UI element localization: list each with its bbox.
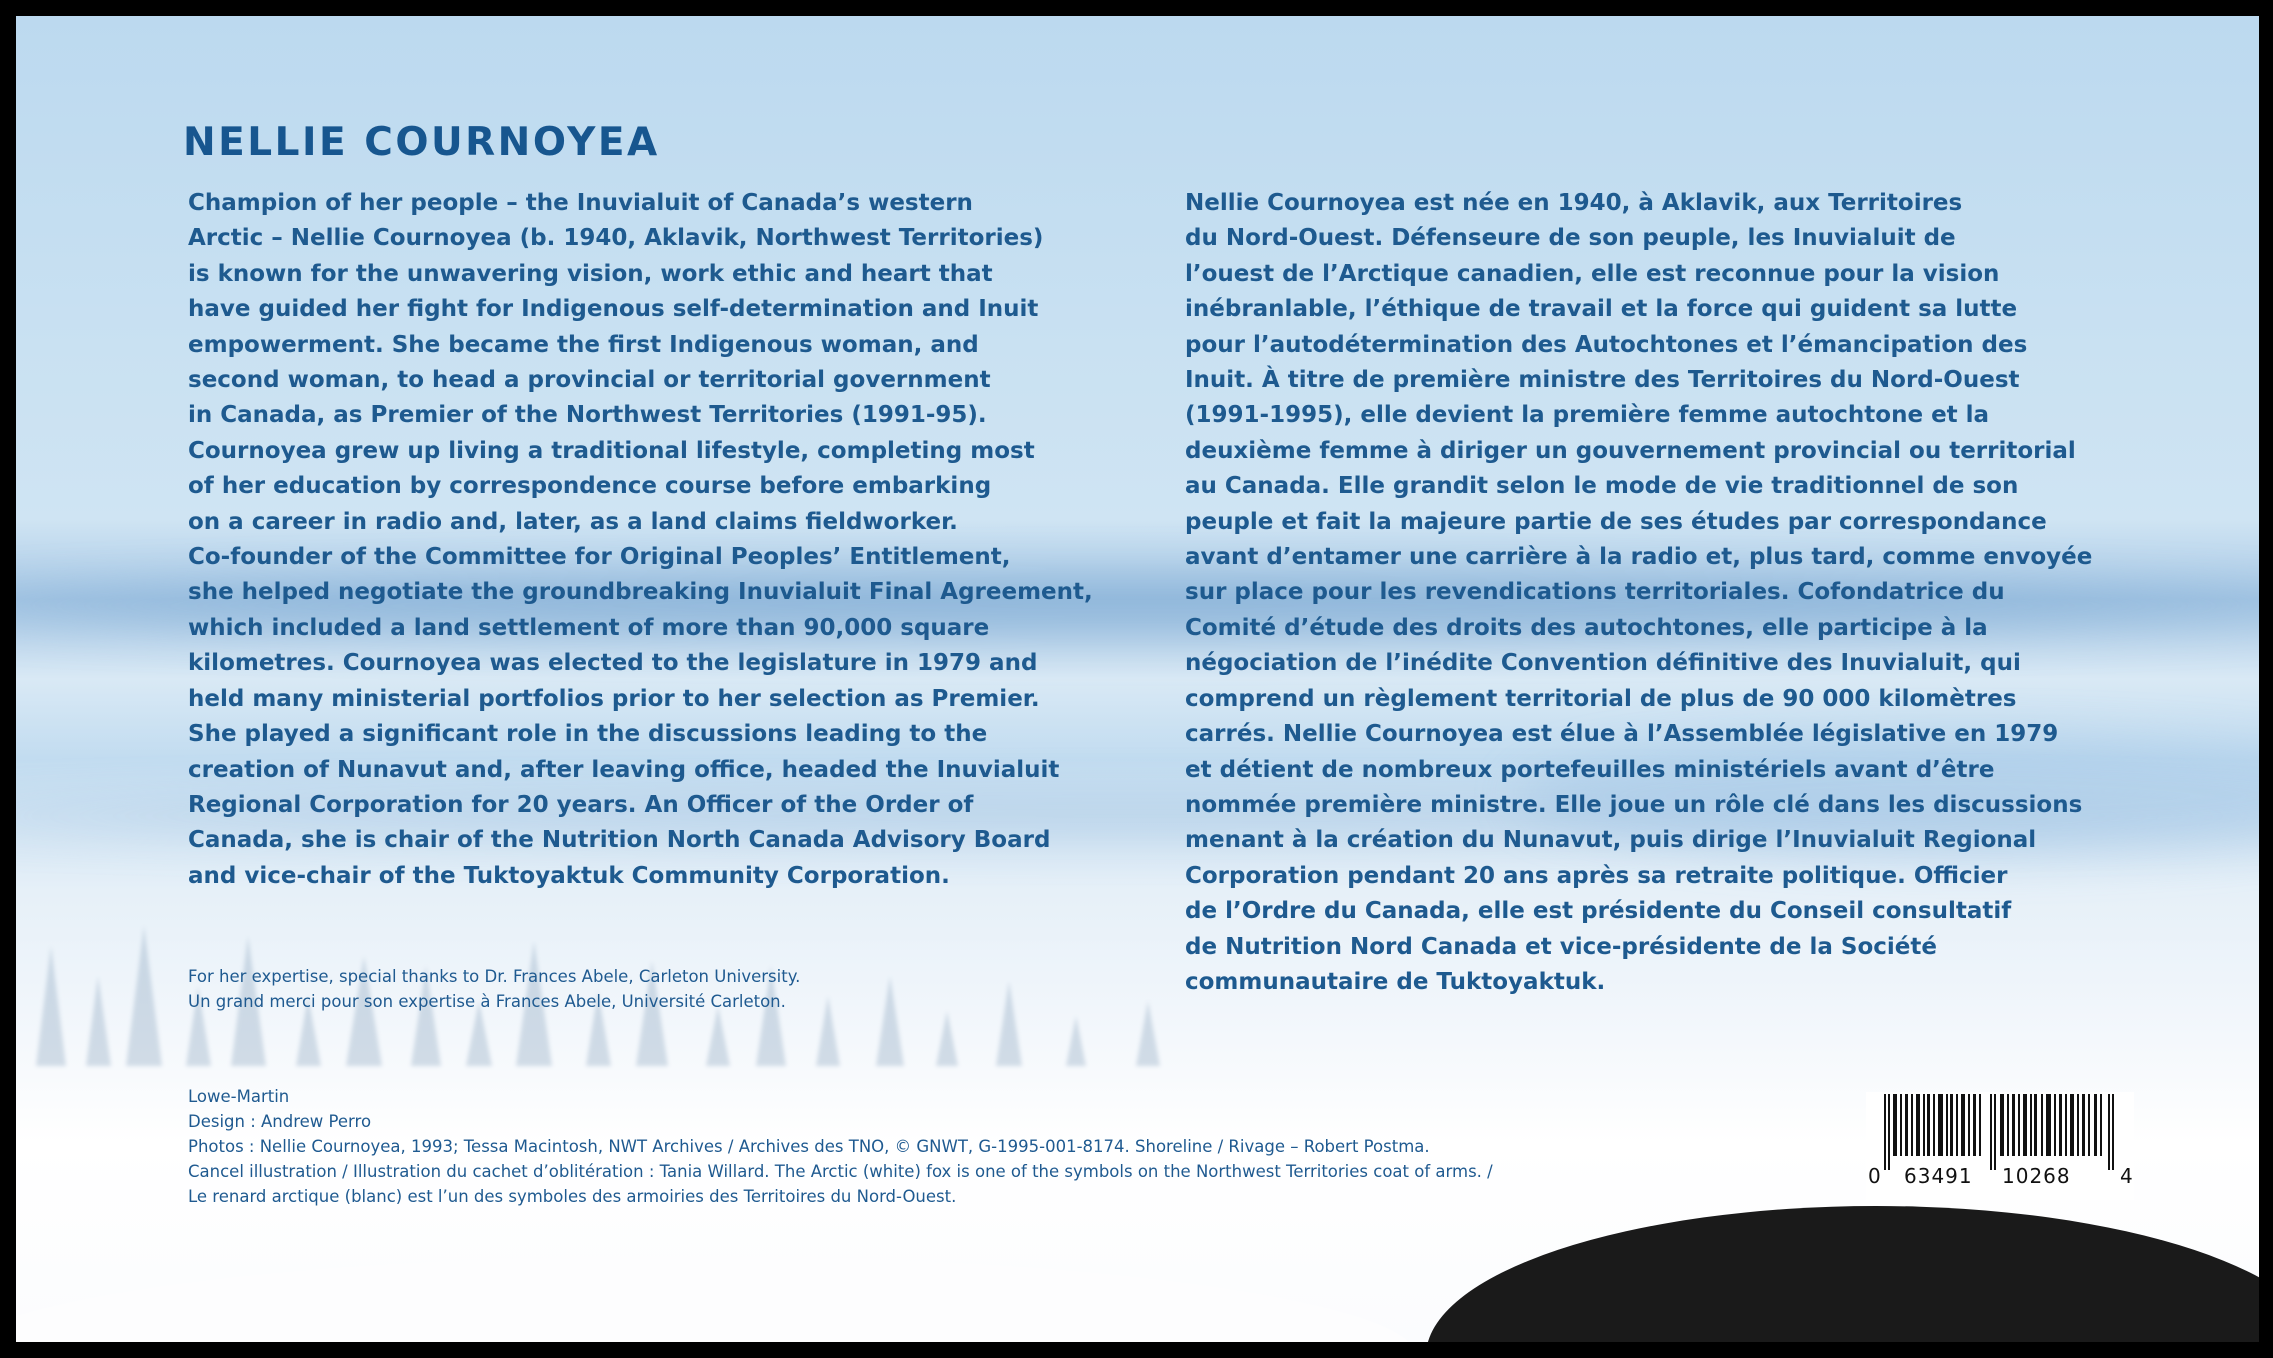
english-line: empowerment. She became the first Indigenous woman, and [188,331,979,358]
english-line: Canada, she is chair of the Nutrition North Canada Advisory Board [188,827,1051,854]
english-line: and vice-chair of the Tuktoyaktuk Community Corporation. [188,862,950,889]
folder-background [16,16,2259,1342]
english-line: She played a significant role in the discussions leading to the [188,721,988,748]
french-line: et détient de nombreux portefeuilles ministériels avant d’être [1185,756,1995,783]
english-line: have guided her fight for Indigenous self-determination and Inuit [188,296,1039,323]
english-line: second woman, to head a provincial or territorial government [188,367,991,394]
english-line: on a career in radio and, later, as a land claims fieldworker. [188,508,958,535]
french-line: Comité d’étude des droits des autochtones, elle participe à la [1185,614,1988,641]
english-line: held many ministerial portfolios prior to her selection as Premier. [188,685,1040,712]
acknowledgements [188,964,800,1014]
english-line: of her education by correspondence course before embarking [188,473,992,500]
french-line: au Canada. Elle grandit selon le mode de vie traditionnel de son [1185,473,2019,500]
french-line: avant d’entamer une carrière à la radio et, plus tard, comme envoyée [1185,544,2093,571]
barcode [1866,1092,2134,1200]
french-line: de Nutrition Nord Canada et vice-présidente de la Société [1185,933,1937,960]
english-line: creation of Nunavut and, after leaving office, headed the Inuvialuit [188,756,1060,783]
french-line: négociation de l’inédite Convention définitive des Inuvialuit, qui [1185,650,2021,677]
english-line: Champion of her people – the Inuvialuit of Canada’s western [188,190,973,216]
credits [188,1084,1493,1209]
french-line: Corporation pendant 20 ans après sa retraite politique. Officier [1185,862,2008,889]
english-line: Cournoyea grew up living a traditional lifestyle, completing most [188,437,1035,464]
french-line: (1991-1995), elle devient la première femme autochtone et la [1185,402,1990,429]
dark-stamp-edge [1426,1206,2259,1342]
french-line: nommée première ministre. Elle joue un rôle clé dans les discussions [1185,791,2083,818]
french-line: sur place pour les revendications territoriales. Cofondatrice du [1185,579,2005,606]
french-biography [1185,186,2155,1000]
cancel-credit-french: Le renard arctique (blanc) est l’un des symboles des armoiries des Territoires du Nord-Ouest. [188,1187,957,1206]
french-line: carrés. Nellie Cournoyea est élue à l’Assemblée législative en 1979 [1185,721,2059,748]
barcode-left-group: 63491 [1904,1164,1973,1188]
barcode-last-digit: 4 [2120,1164,2133,1188]
french-line: de l’Ordre du Canada, elle est présidente du Conseil consultatif [1185,898,2012,925]
page-title: NELLIE COURNOYEA [183,120,660,165]
english-line: Regional Corporation for 20 years. An Officer of the Order of [188,791,974,818]
french-line: deuxième femme à diriger un gouvernement provincial ou territorial [1185,437,2076,464]
cancel-credit: Cancel illustration / Illustration du cachet d’oblitération : Tania Willard. The Arctic (white) fox is one of the symbols on the Northwest Territories coat of arms. / [188,1162,1493,1181]
english-line: is known for the unwavering vision, work ethic and heart that [188,260,993,287]
thanks-english: For her expertise, special thanks to Dr. Frances Abele, Carleton University. [188,967,801,986]
english-line: she helped negotiate the groundbreaking Inuvialuit Final Agreement, [188,579,1093,606]
french-line: du Nord-Ouest. Défenseure de son peuple, les Inuvialuit de [1185,225,1956,252]
french-line: inébranlable, l’éthique de travail et la force qui guident sa lutte [1185,296,2018,323]
french-line: Nellie Cournoyea est née en 1940, à Aklavik, aux Territoires [1185,190,1963,216]
barcode-right-group: 10268 [2002,1164,2071,1188]
barcode-bars-icon [1884,1094,2116,1170]
english-line: Co-founder of the Committee for Original Peoples’ Entitlement, [188,544,1011,571]
printer-credit: Lowe-Martin [188,1087,290,1106]
english-line: Arctic – Nellie Cournoyea (b. 1940, Aklavik, Northwest Territories) [188,225,1044,252]
barcode-first-digit: 0 [1868,1164,1881,1188]
photo-credit: Photos : Nellie Cournoyea, 1993; Tessa Macintosh, NWT Archives / Archives des TNO, © GNWT, G-1995-001-8174. Shoreline / Rivage – Robert Postma. [188,1137,1430,1156]
french-line: comprend un règlement territorial de plus de 90 000 kilomètres [1185,685,2017,712]
french-line: peuple et fait la majeure partie de ses études par correspondance [1185,508,2047,535]
french-line: menant à la création du Nunavut, puis dirige l’Inuvialuit Regional [1185,827,2037,854]
barcode-number [1866,1164,2134,1194]
french-line: Inuit. À titre de première ministre des Territoires du Nord-Ouest [1185,367,2020,394]
english-line: kilometres. Cournoyea was elected to the legislature in 1979 and [188,650,1038,677]
french-line: communautaire de Tuktoyaktuk. [1185,968,1606,995]
thanks-french: Un grand merci pour son expertise à Frances Abele, Université Carleton. [188,992,786,1011]
english-line: which included a land settlement of more than 90,000 square [188,614,990,641]
french-line: pour l’autodétermination des Autochtones et l’émancipation des [1185,331,2028,358]
english-line: in Canada, as Premier of the Northwest Territories (1991-95). [188,402,987,429]
english-biography [188,186,1128,894]
french-line: l’ouest de l’Arctique canadien, elle est reconnue pour la vision [1185,260,2000,287]
snow-foreground [16,1256,1416,1342]
design-credit: Design : Andrew Perro [188,1112,372,1131]
